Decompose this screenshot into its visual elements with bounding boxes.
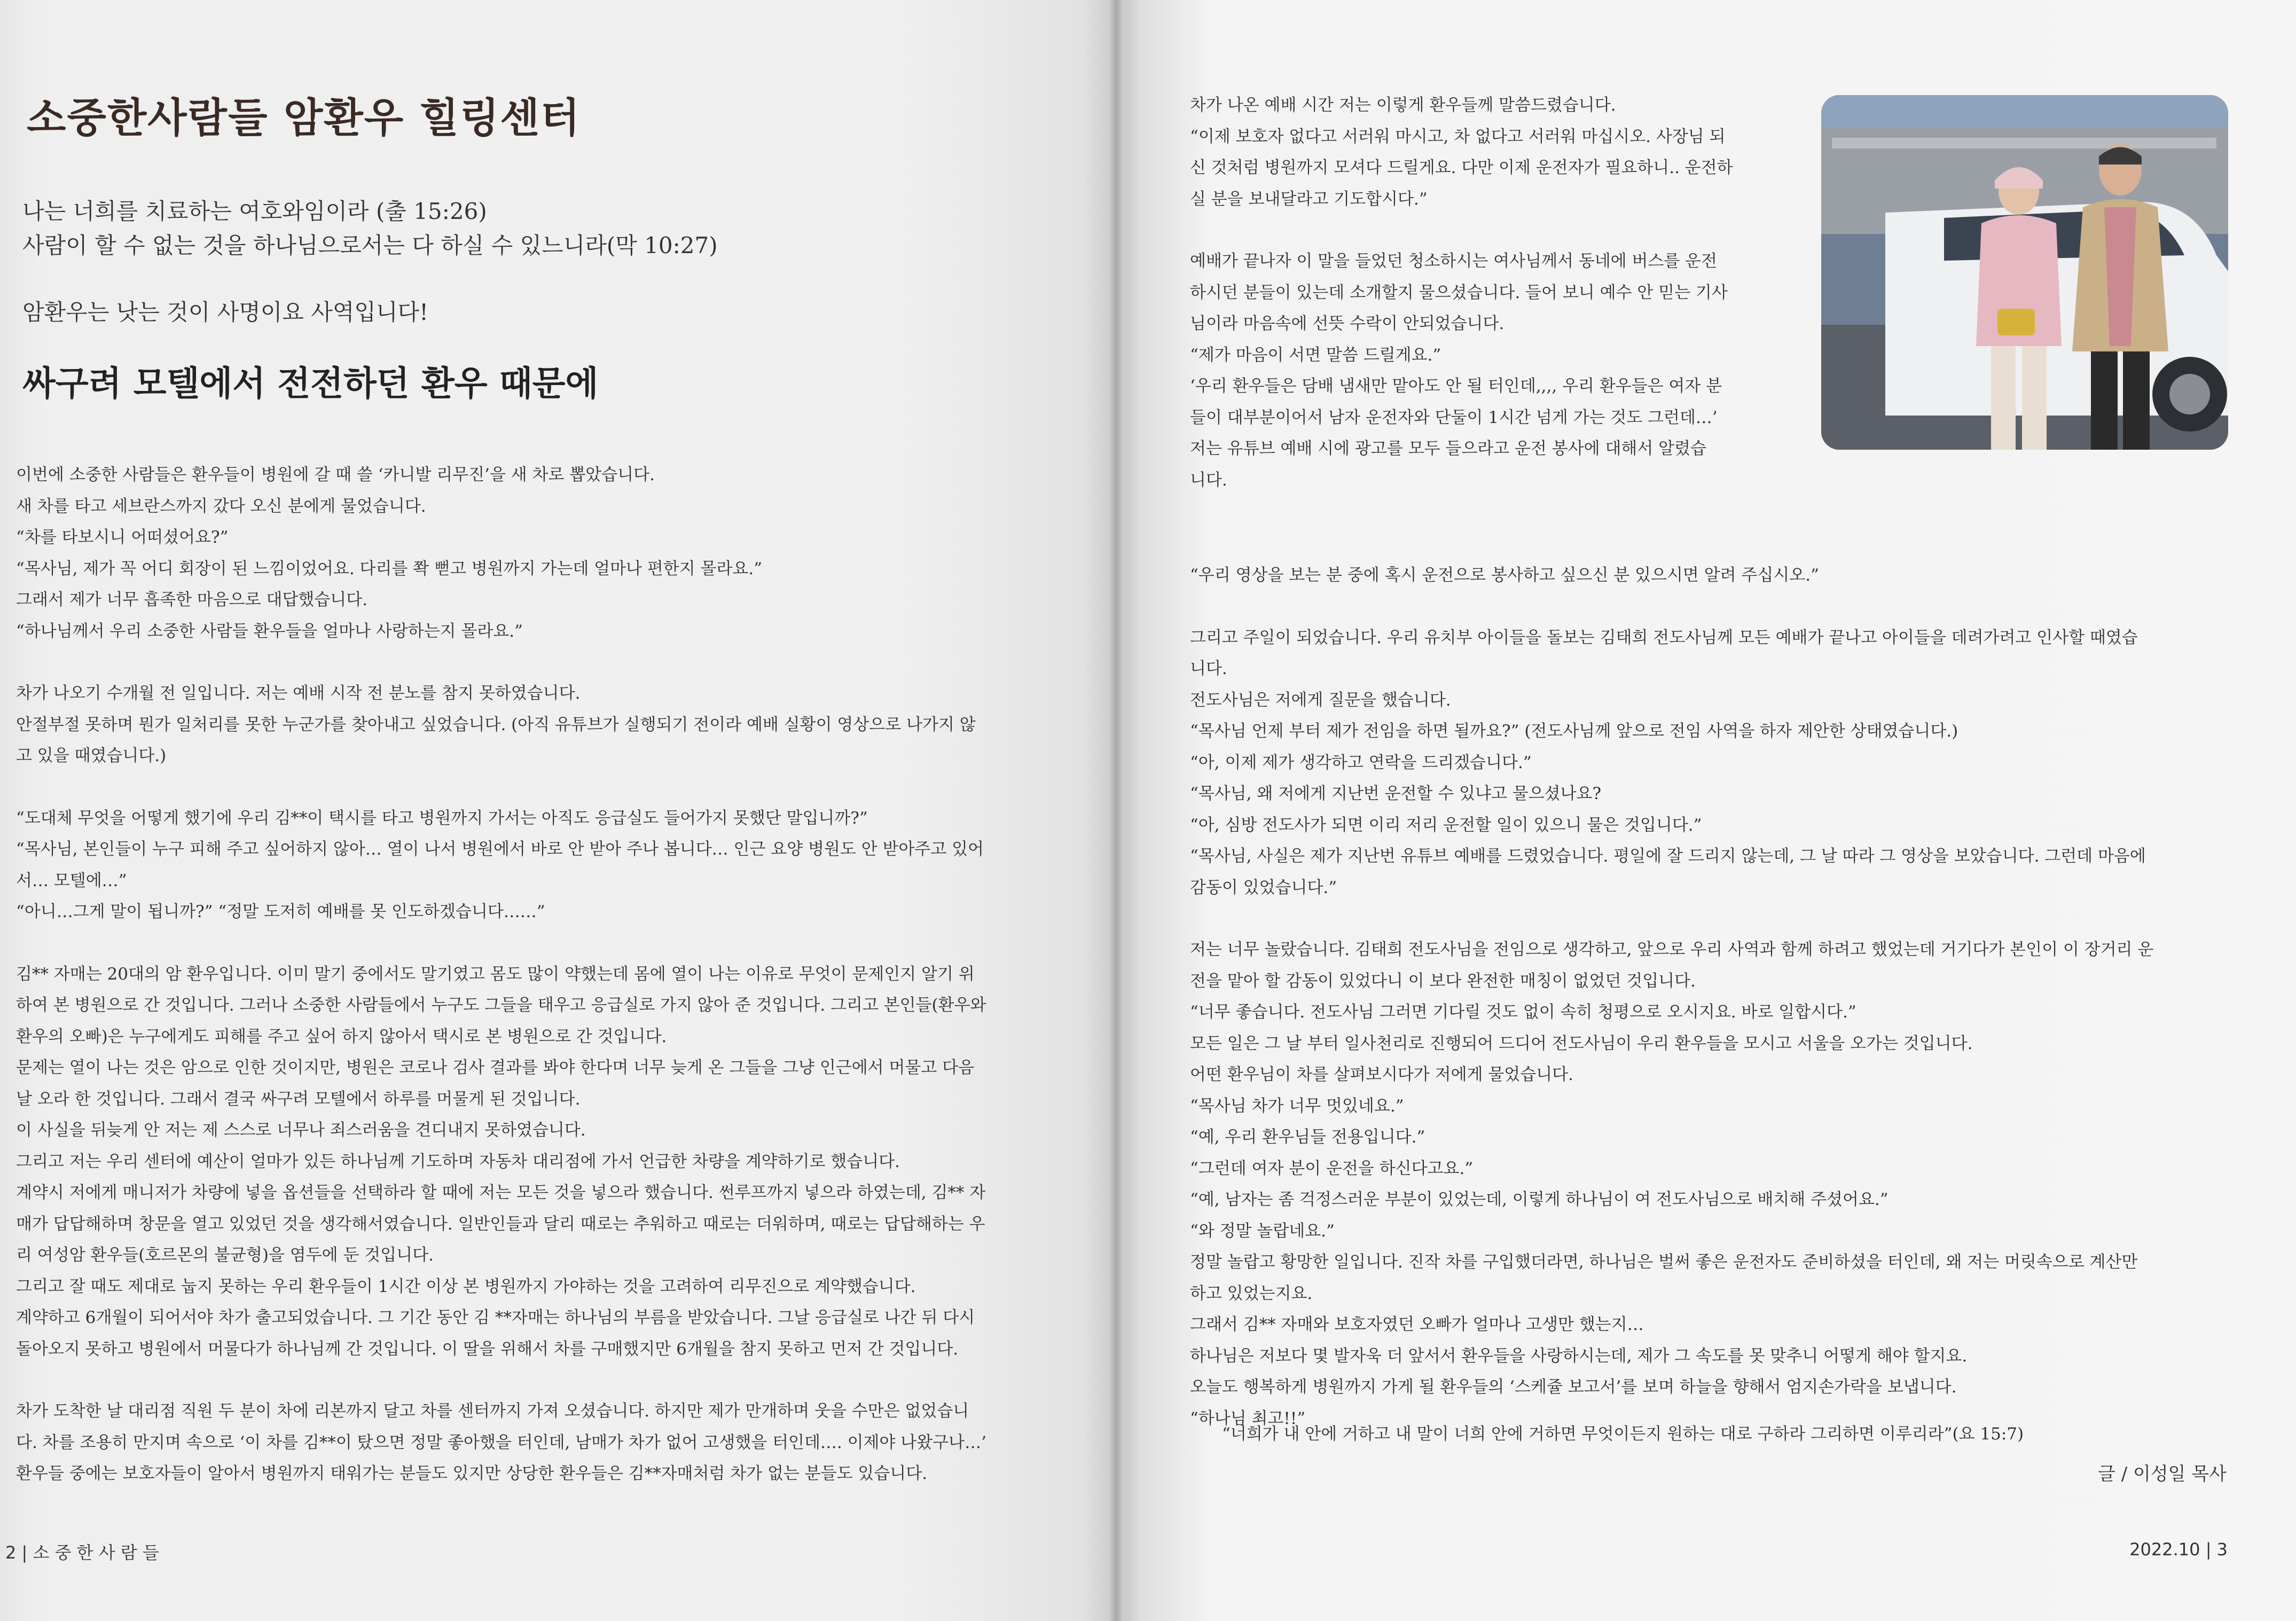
right-body-bottom-line: “그런데 여자 분이 운전을 하신다고요.” — [1190, 1158, 1474, 1178]
photo-two-people-by-van — [1821, 95, 2228, 450]
right-body-bottom-line: “목사님, 사실은 제가 지난번 유튜브 예배를 드렸었습니다. 평일에 잘 드리지 않는데, 그 날 따라 그 영상을 보았습니다. 그런데 마음에 — [1190, 847, 2146, 866]
left-body-line: “아니…그게 말이 됩니까?” “정말 도저히 예배를 못 인도하겠습니다……” — [16, 902, 545, 921]
right-article-body-bottom — [1190, 560, 2226, 1434]
left-body-line: 계약시 저에게 매니저가 차량에 넣을 옵션들을 선택하라 할 때에 저는 모든 것을 넣으라 했습니다. 썬루프까지 넣으라 하였는데, 김** 자 — [16, 1183, 986, 1202]
left-body-line: 문제는 열이 나는 것은 암으로 인한 것이지만, 병원은 코로나 검사 결과를 봐야 한다며 너무 늦게 온 그들을 그냥 인근에서 머물고 다음 — [16, 1058, 975, 1077]
right-body-bottom-line: 하고 있었는지요. — [1190, 1283, 1313, 1303]
article-subheading: 싸구려 모텔에서 전전하던 환우 때문에 — [22, 364, 599, 404]
right-body-bottom-spacer — [1190, 903, 2226, 934]
left-body-line: “도대체 무엇을 어떻게 했기에 우리 김**이 택시를 타고 병원까지 가서는 아직도 응급실도 들어가지 못했단 말입니까?” — [16, 808, 868, 828]
left-body-line: 하여 본 병원으로 간 것입니다. 그러나 소중한 사람들에서 누구도 그들을 태우고 응급실로 가지 않아 준 것입니다. 그리고 본인들(환우와 — [16, 996, 986, 1015]
left-body-line: 그래서 제가 너무 흡족한 마음으로 대답했습니다. — [16, 590, 368, 609]
mission-tagline: 암환우는 낫는 것이 사명이요 사역입니다! — [22, 299, 429, 325]
left-body-line: 차가 나오기 수개월 전 일입니다. 저는 예배 시작 전 분노를 참지 못하였습니다. — [16, 684, 581, 703]
right-body-top-line: 님이라 마음속에 선뜻 수락이 안되었습니다. — [1190, 314, 1504, 333]
page-gutter — [1108, 0, 1124, 1621]
right-body-bottom-line: 전도사님은 저에게 질문을 했습니다. — [1190, 690, 1451, 710]
right-body-top-line: “이제 보호자 없다고 서러워 마시고, 차 없다고 서러워 마십시오. 사장님 되 — [1190, 127, 1726, 146]
right-body-bottom-line: 니다. — [1190, 659, 1227, 678]
right-body-bottom-line: “우리 영상을 보는 분 중에 혹시 운전으로 봉사하고 싶으신 분 있으시면 알려 주십시오.” — [1190, 566, 1819, 585]
right-body-top-line: 차가 나온 예배 시간 저는 이렇게 환우들께 말씀드렸습니다. — [1190, 96, 1616, 115]
left-body-spacer — [16, 647, 1031, 678]
right-body-top-line: 저는 유튜브 예배 시에 광고를 모두 들으라고 운전 봉사에 대해서 알렸습 — [1190, 439, 1706, 458]
right-body-bottom-line: 저는 너무 놀랐습니다. 김태희 전도사님을 전임으로 생각하고, 앞으로 우리 사역과 함께 하려고 했었는데 거기다가 본인이 이 장거리 운 — [1190, 940, 2154, 959]
right-body-bottom-line: “목사님 차가 너무 멋있네요.” — [1190, 1096, 1404, 1116]
right-body-top-line: 실 분을 보내달라고 기도합시다.” — [1190, 189, 1428, 209]
right-body-bottom-line: 정말 놀랍고 황망한 일입니다. 진작 차를 구입했더라면, 하나님은 벌써 좋은 운전자도 준비하셨을 터인데, 왜 저는 머릿속으로 계산만 — [1190, 1252, 2138, 1272]
left-body-line: 새 차를 타고 세브란스까지 갔다 오신 분에게 물었습니다. — [16, 496, 426, 516]
right-body-bottom-line: 그래서 김** 자매와 보호자였던 오빠가 얼마나 고생만 했는지… — [1190, 1315, 1644, 1334]
left-body-spacer — [16, 1365, 1031, 1396]
verse-exodus: 나는 너희를 치료하는 여호와임이라 (출 15:26) — [22, 198, 487, 224]
left-body-line: 돌아오지 못하고 병원에서 머물다가 하나님께 간 것입니다. 이 딸을 위해서 차를 구매했지만 6개월을 참지 못하고 먼저 간 것입니다. — [16, 1339, 959, 1359]
right-body-top-line: 들이 대부분이어서 남자 운전자와 단둘이 1시간 넘게 가는 것도 그런데…’ — [1190, 408, 1718, 427]
right-body-top-line: 하시던 분들이 있는데 소개할지 물으셨습니다. 들어 보니 예수 안 믿는 기사 — [1190, 283, 1728, 302]
left-body-line: 리 여성암 환우들(호르몬의 불균형)을 염두에 둔 것입니다. — [16, 1246, 434, 1265]
right-body-top-line: “제가 마음이 서면 말씀 드릴게요.” — [1190, 345, 1441, 365]
left-body-line: 그리고 저는 우리 센터에 예산이 얼마가 있든 하나님께 기도하며 자동차 대리점에 가서 언급한 차량을 계약하기로 했습니다. — [16, 1152, 900, 1171]
left-body-spacer — [16, 772, 1031, 803]
right-body-top-line: 예배가 끝나자 이 말을 들었던 청소하시는 여사님께서 동네에 버스를 운전 — [1190, 252, 1718, 271]
left-body-line: 계약하고 6개월이 되어서야 차가 출고되었습니다. 그 기간 동안 김 **자매는 하나님의 부름을 받았습니다. 그날 응급실로 나간 뒤 다시 — [16, 1308, 975, 1327]
verse-mark: 사람이 할 수 없는 것을 하나님으로서는 다 하실 수 있느니라(막 10:27) — [22, 232, 718, 259]
left-body-line: “차를 타보시니 어떠셨어요?” — [16, 528, 229, 547]
footer-right-page-number: 2022.10 | 3 — [2129, 1539, 2228, 1560]
left-body-line: 서… 모텔에…” — [16, 871, 127, 890]
left-article-body — [16, 459, 1031, 1490]
left-body-line: “하나님께서 우리 소중한 사람들 환우들을 얼마나 사랑하는지 몰라요.” — [16, 621, 523, 641]
right-body-bottom-line: “예, 남자는 좀 걱정스러운 부분이 있었는데, 이렇게 하나님이 여 전도사님으로 배치해 주셨어요.” — [1190, 1190, 1888, 1209]
right-body-bottom-line: “목사님 언제 부터 제가 전임을 하면 될까요?” (전도사님께 앞으로 전임 사역을 하자 제안한 상태였습니다.) — [1190, 722, 1958, 741]
left-body-spacer — [16, 928, 1031, 959]
right-body-bottom-line: 모든 일은 그 날 부터 일사천리로 진행되어 드디어 전도사님이 우리 환우들을 모시고 서울을 오가는 것입니다. — [1190, 1033, 1973, 1053]
right-body-bottom-line: “아, 이제 제가 생각하고 연락을 드리겠습니다.” — [1190, 753, 1532, 772]
right-body-bottom-line: 오늘도 행복하게 병원까지 가게 될 환우들의 ‘스케쥴 보고서’를 보며 하늘을 향해서 엄지손가락을 보냅니다. — [1190, 1377, 1957, 1397]
left-body-line: 환우들 중에는 보호자들이 알아서 병원까지 태워가는 분들도 있지만 상당한 환우들은 김**자매처럼 차가 없는 분들도 있습니다. — [16, 1464, 928, 1483]
right-body-bottom-line: “목사님, 왜 저에게 지난번 운전할 수 있냐고 물으셨나요? — [1190, 784, 1602, 803]
right-body-top-line: 신 것처럼 병원까지 모셔다 드릴게요. 다만 이제 운전자가 필요하니.. 운전하 — [1190, 158, 1733, 177]
closing-scripture-quote: “너희가 내 안에 거하고 내 말이 너희 안에 거하면 무엇이든지 원하는 대로 구하라 그리하면 이루리라”(요 15:7) — [1222, 1424, 2024, 1444]
right-body-bottom-line: 감동이 있었습니다.” — [1190, 878, 1337, 897]
left-body-line: 다. 차를 조용히 만지며 속으로 ‘이 차를 김**이 탔으면 정말 좋아했을 터인데, 남매가 차가 없어 고생했을 터인데…. 이제야 나왔구나…’ — [16, 1432, 986, 1452]
left-body-line: 안절부절 못하며 뭔가 일처리를 못한 누군가를 찾아내고 싶었습니다. (아직 유튜브가 실행되기 전이라 예배 실황이 영상으로 나가지 않 — [16, 715, 976, 734]
author-signature: 글 / 이성일 목사 — [2098, 1463, 2227, 1485]
left-body-line: “목사님, 제가 꼭 어디 회장이 된 느낌이었어요. 다리를 쫙 뻗고 병원까지 가는데 얼마나 편한지 몰라요.” — [16, 559, 763, 578]
right-body-bottom-line: 어떤 환우님이 차를 살펴보시다가 저에게 물었습니다. — [1190, 1065, 1573, 1084]
right-body-top-line: 니다. — [1190, 470, 1227, 490]
right-article-body-top — [1190, 90, 1804, 496]
page-title: 소중한사람들 암환우 힐링센터 — [27, 94, 581, 142]
left-body-line: 매가 답답해하며 창문을 열고 있었던 것을 생각해서였습니다. 일반인들과 달리 때로는 추워하고 때로는 더워하며, 때로는 답답해하는 우 — [16, 1214, 985, 1234]
right-body-bottom-line: 하나님은 저보다 몇 발자욱 더 앞서서 환우들을 사랑하시는데, 제가 그 속도를 못 맞추니 어떻게 해야 할지요. — [1190, 1346, 1968, 1366]
right-body-bottom-line: “예, 우리 환우님들 전용입니다.” — [1190, 1127, 1425, 1147]
left-body-line: 날 오라 한 것입니다. 그래서 결국 싸구려 모텔에서 하루를 머물게 된 것입니다. — [16, 1089, 581, 1109]
right-body-bottom-line: “아, 심방 전도사가 되면 이리 저리 운전할 일이 있으니 물은 것입니다.” — [1190, 815, 1702, 835]
right-body-bottom-line: “와 정말 놀랍네요.” — [1190, 1221, 1335, 1241]
right-body-bottom-line: “하나님 최고!!” — [1190, 1408, 1306, 1428]
photo-illustration — [1821, 95, 2228, 450]
right-body-bottom-line: 그리고 주일이 되었습니다. 우리 유치부 아이들을 돌보는 김태희 전도사님께 모든 예배가 끝나고 아이들을 데려가려고 인사할 때였습 — [1190, 628, 2138, 647]
right-body-bottom-line: 전을 맡아 할 감동이 있었다니 이 보다 완전한 매칭이 없었던 것입니다. — [1190, 971, 1696, 991]
left-body-line: 이번에 소중한 사람들은 환우들이 병원에 갈 때 쓸 ‘카니발 리무진’을 새 차로 뽑았습니다. — [16, 465, 655, 484]
left-body-line: 김** 자매는 20대의 암 환우입니다. 이미 말기 중에서도 말기였고 몸도 많이 약했는데 몸에 열이 나는 이유로 무엇이 문제인지 알기 위 — [16, 964, 975, 984]
left-body-line: 그리고 잘 때도 제대로 눕지 못하는 우리 환우들이 1시간 이상 본 병원까지 가야하는 것을 고려하여 리무진으로 계약했습니다. — [16, 1277, 916, 1296]
left-body-line: 이 사실을 뒤늦게 안 저는 제 스스로 너무나 죄스러움을 견디내지 못하였습니다. — [16, 1121, 586, 1140]
right-body-top-line: ‘우리 환우들은 담배 냄새만 맡아도 안 될 터인데,,,, 우리 환우들은 여자 분 — [1190, 377, 1722, 396]
footer-left-page-number: 2 | 소 중 한 사 람 들 — [5, 1542, 159, 1563]
left-body-line: 환우의 오빠)은 누구에게도 피해를 주고 싶어 하지 않아서 택시로 본 병원으로 간 것입니다. — [16, 1027, 667, 1046]
left-body-line: 차가 도착한 날 대리점 직원 두 분이 차에 리본까지 달고 차를 센터까지 가져 오셨습니다. 하지만 제가 만개하며 웃을 수만은 없었습니 — [16, 1401, 969, 1421]
right-body-top-spacer — [1190, 215, 1804, 246]
left-body-line: 고 있을 때였습니다.) — [16, 746, 167, 765]
left-body-line: “목사님, 본인들이 누구 피해 주고 싶어하지 않아… 열이 나서 병원에서 바로 안 받아 주나 봅니다… 인근 요양 병원도 안 받아주고 있어 — [16, 840, 984, 859]
right-body-bottom-line: “너무 좋습니다. 전도사님 그러면 기다릴 것도 없이 속히 청평으로 오시지요. 바로 일합시다.” — [1190, 1003, 1856, 1022]
right-body-bottom-spacer — [1190, 591, 2226, 622]
